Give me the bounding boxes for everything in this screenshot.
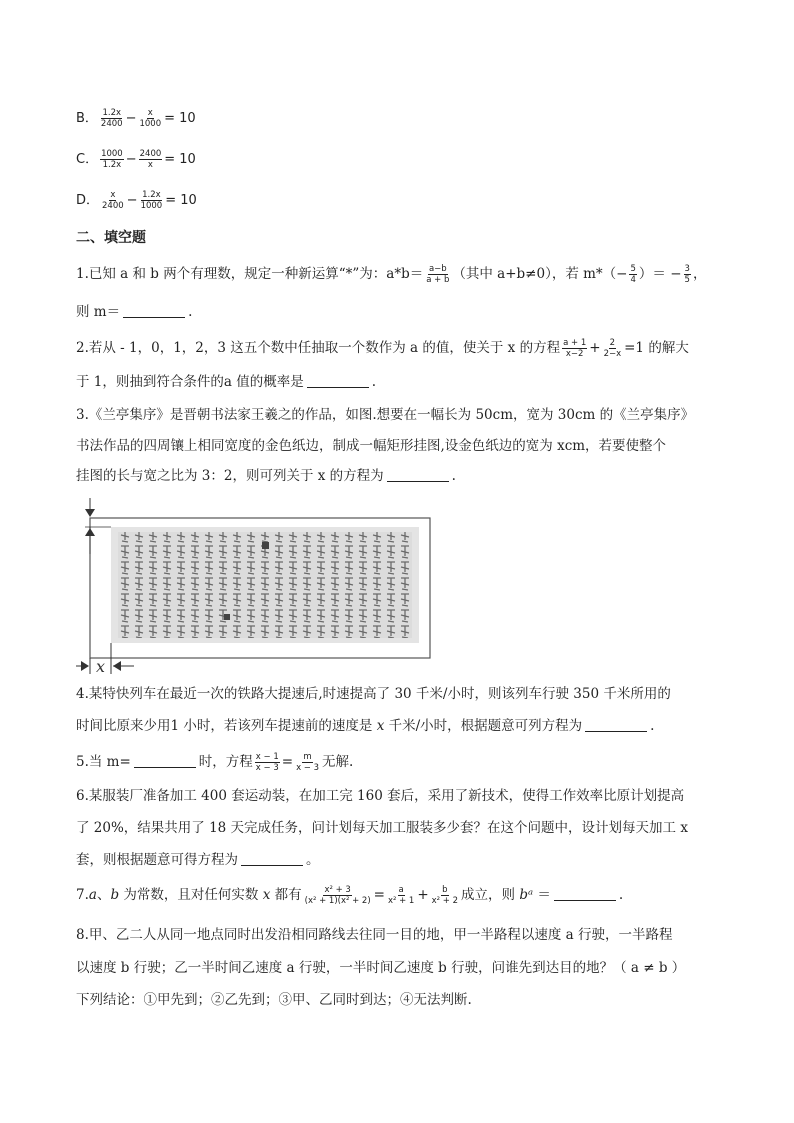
question-6-line3: 套，则根据题意可得方程为 。 — [76, 852, 320, 868]
answer-blank[interactable] — [123, 303, 185, 318]
question-6-line1: 6.某服装厂准备加工 400 套运动装，在加工完 160 套后，采用了新技术，使得工作效率比原计划提高 — [76, 788, 685, 804]
question-4-line1: 4.某特快列车在最近一次的铁路大提速后,时速提高了 30 千米/小时，则该列车行驶 350 千米所用的 — [76, 686, 671, 702]
fraction: $\frac{b}{\text{x² + 2}}$ — [431, 885, 459, 906]
question-2-line2: 于 1，则抽到符合条件的a 值的概率是 . — [76, 374, 377, 390]
question-8-line3: 下列结论：①甲先到；②乙先到；③甲、乙同时到达；④无法判断. — [76, 992, 472, 1008]
question-8-line1: 8.甲、乙二人从同一地点同时出发沿相同路线去往同一目的地，甲一半路程以速度 a 行驶，一半路程 — [76, 927, 673, 943]
fraction: $\frac{1.2x}{2400}$ — [100, 108, 123, 129]
question-8-line2: 以速度 b 行驶；乙一半时间乙速度 a 行驶，一半时间乙速度 b 行驶，问谁先到达目的地？（ a ≠ b ） — [76, 960, 686, 976]
arrowhead-icon — [113, 661, 121, 671]
question-2: 2.若从 - 1，0，1，2，3 这五个数中任抽取一个数作为 a 的值，使关于 x 的方程 $\frac{a + 1}{x-2}$ + $\frac{2}{2-x}$ =1 的解大 — [76, 338, 689, 359]
fraction: $\frac{\text{x² + 3}}{\text{(x² + 1)(x² + 2)}}$ — [304, 885, 371, 906]
fraction: $\frac{3}{5}$ — [684, 264, 690, 285]
option-d[interactable]: D． $\frac{x}{2400}$ − $\frac{1.2x}{1000}$ = 10 — [76, 190, 197, 211]
arrowhead-icon — [81, 661, 89, 671]
question-3-line1: 3.《兰亭集序》是晋朝书法家王羲之的作品，如图.想要在一幅长为 50cm，宽为 30cm 的《兰亭集序》 — [76, 407, 695, 423]
calligraphy-frame-figure — [76, 496, 436, 678]
section-title: 二、填空题 — [76, 230, 146, 246]
fraction: $\frac{x}{2400}$ — [102, 190, 124, 211]
fraction: $\frac{2}{2-x}$ — [603, 338, 622, 359]
seal-stamp — [262, 542, 269, 549]
question-5: 5.当 m= 时，方程 $\frac{x - 1}{x - 3}$ = $\frac{m}{x - 3}$ 无解. — [76, 752, 354, 773]
fraction: $\frac{5}{4}$ — [630, 264, 636, 285]
option-c-label: C． — [76, 152, 99, 167]
figure-label-x: x — [96, 657, 106, 676]
fraction: $\frac{a}{\text{x² + 1}}$ — [387, 885, 415, 906]
question-3-line3: 挂图的长与宽之比为 3：2，则可列关于 x 的方程为 . — [76, 468, 456, 484]
question-6-line2: 了 20%，结果共用了 18 天完成任务，问计划每天加工服装多少套？在这个问题中，设计划每天加工 x — [76, 820, 688, 836]
answer-blank[interactable] — [554, 886, 616, 901]
answer-blank[interactable] — [307, 373, 369, 388]
answer-blank[interactable] — [387, 467, 449, 482]
fraction: $\frac{a + 1}{x-2}$ — [563, 338, 587, 359]
question-1-line2: 则 m＝ . — [76, 304, 193, 320]
option-d-label: D． — [76, 193, 100, 208]
fraction: $\frac{x}{1000}$ — [139, 108, 162, 129]
arrowhead-icon — [85, 509, 95, 517]
answer-blank[interactable] — [134, 753, 196, 768]
question-3-line2: 书法作品的四周镶上相同宽度的金色纸边，制成一幅矩形挂图,设金色纸边的宽为 xcm，若要使整个 — [76, 438, 667, 454]
answer-blank[interactable] — [585, 717, 647, 732]
fraction: $\frac{m}{x - 3}$ — [296, 752, 320, 773]
question-7: 7.a、b 为常数，且对任何实数 x 都有 $\frac{\text{x² + 3}}{\text{(x² + 1)(x² + 2)}}$ = $\frac{a}{\text{x² + 1}}$ + $\frac{b}{\text{x² + 2}}$ 成立，则 bᵃ ＝ . — [76, 885, 624, 906]
answer-blank[interactable] — [241, 851, 303, 866]
fraction: $\frac{1.2x}{1000}$ — [140, 190, 163, 211]
question-4-line2: 时间比原来少用1 小时，若该列车提速前的速度是 x 千米/小时，根据题意可列方程为 . — [76, 718, 655, 734]
option-b[interactable]: B． $\frac{1.2x}{2400}$ − $\frac{x}{1000}$ = 10 — [76, 108, 196, 129]
fraction: $\frac{a-b}{a + b}$ — [426, 264, 450, 285]
option-c[interactable]: C． $\frac{1000}{1.2x}$ − $\frac{2400}{x}$ = 10 — [76, 149, 196, 170]
option-b-label: B． — [76, 111, 98, 126]
question-1: 1.已知 a 和 b 两个有理数，规定一种新运算“*”为：a*b＝ $\frac{a-b}{a + b}$ （其中 a+b≠0），若 m*（− $\frac{5}{4}$ ）＝ − $\frac{3}{5}$ ， — [76, 264, 707, 285]
fraction: $\frac{x - 1}{x - 3}$ — [255, 752, 279, 773]
seal-stamp — [224, 614, 230, 620]
fraction: $\frac{2400}{x}$ — [139, 149, 162, 170]
fraction: $\frac{1000}{1.2x}$ — [101, 149, 123, 170]
